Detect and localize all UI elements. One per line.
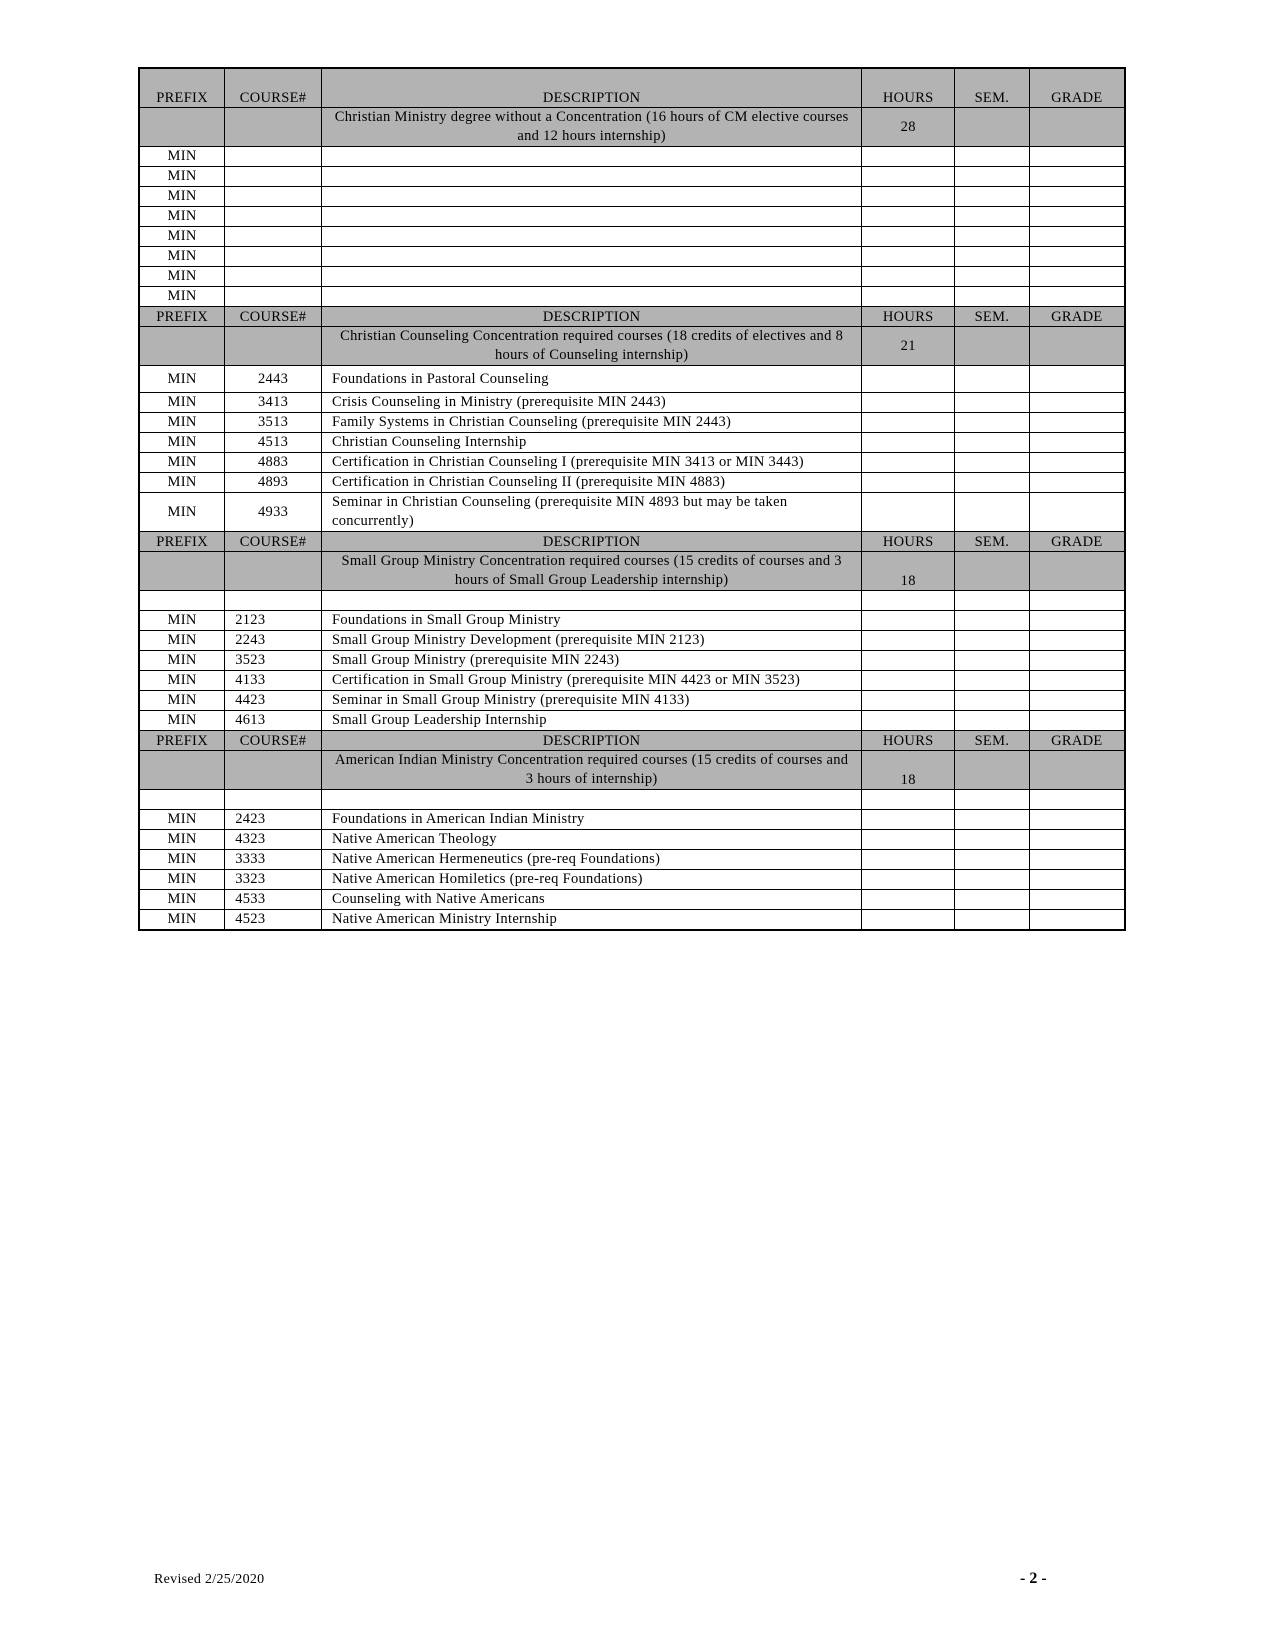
course-prefix: MIN (139, 413, 225, 433)
semester-cell[interactable] (955, 910, 1030, 931)
course-prefix: MIN (139, 870, 225, 890)
course-prefix: MIN (139, 187, 225, 207)
header-grade: GRADE (1029, 731, 1125, 751)
section-hours: 28 (862, 108, 955, 147)
course-number: 2123 (225, 611, 322, 631)
header-sem: SEM. (955, 307, 1030, 327)
course-number (225, 287, 322, 307)
hours-cell[interactable] (862, 267, 955, 287)
course-description (321, 591, 861, 611)
course-number (225, 247, 322, 267)
section-prefix-cell (139, 108, 225, 147)
semester-cell[interactable] (955, 810, 1030, 830)
hours-cell[interactable] (862, 287, 955, 307)
section-grade-cell (1029, 552, 1125, 591)
semester-cell[interactable] (955, 651, 1030, 671)
course-prefix: MIN (139, 671, 225, 691)
header-course: COURSE# (225, 532, 322, 552)
hours-cell[interactable] (862, 393, 955, 413)
section-prefix-cell (139, 327, 225, 366)
hours-cell[interactable] (862, 830, 955, 850)
hours-cell[interactable] (862, 671, 955, 691)
course-prefix: MIN (139, 890, 225, 910)
grade-cell[interactable] (1029, 267, 1125, 287)
section-course-cell (225, 751, 322, 790)
table-row (139, 691, 1125, 711)
course-number (225, 267, 322, 287)
section-sem-cell (955, 327, 1030, 366)
table-row (139, 810, 1125, 830)
course-description: Small Group Ministry (prerequisite MIN 2243) (321, 651, 861, 671)
table-row (139, 651, 1125, 671)
semester-cell[interactable] (955, 227, 1030, 247)
table-row (139, 207, 1125, 227)
hours-cell[interactable] (862, 493, 955, 532)
section-hours: 18 (862, 751, 955, 790)
course-number (225, 591, 322, 611)
grade-cell[interactable] (1029, 591, 1125, 611)
course-number: 2423 (225, 810, 322, 830)
hours-cell[interactable] (862, 810, 955, 830)
grade-cell[interactable] (1029, 453, 1125, 473)
semester-cell[interactable] (955, 287, 1030, 307)
table-row (139, 366, 1125, 393)
semester-cell[interactable] (955, 850, 1030, 870)
course-number: 4323 (225, 830, 322, 850)
header-row (139, 307, 1125, 327)
course-number (225, 227, 322, 247)
table-row (139, 493, 1125, 532)
course-prefix: MIN (139, 366, 225, 393)
revision-date: Revised 2/25/2020 (154, 1572, 265, 1587)
hours-cell[interactable] (862, 473, 955, 493)
course-description: Counseling with Native Americans (321, 890, 861, 910)
semester-cell[interactable] (955, 393, 1030, 413)
course-number (225, 790, 322, 810)
course-prefix: MIN (139, 910, 225, 931)
section-prefix-cell (139, 751, 225, 790)
grade-cell[interactable] (1029, 473, 1125, 493)
course-number: 3523 (225, 651, 322, 671)
course-description: Certification in Small Group Ministry (prerequisite MIN 4423 or MIN 3523) (321, 671, 861, 691)
grade-cell[interactable] (1029, 227, 1125, 247)
table-row (139, 870, 1125, 890)
semester-cell[interactable] (955, 711, 1030, 731)
header-course: COURSE# (225, 307, 322, 327)
table-row (139, 631, 1125, 651)
section-hours: 21 (862, 327, 955, 366)
course-description: Certification in Christian Counseling I (prerequisite MIN 3413 or MIN 3443) (321, 453, 861, 473)
course-description: Seminar in Christian Counseling (prerequisite MIN 4893 but may be taken concurrently) (321, 493, 861, 532)
course-description: Certification in Christian Counseling II (prerequisite MIN 4883) (321, 473, 861, 493)
course-prefix: MIN (139, 651, 225, 671)
header-hours: HOURS (862, 68, 955, 108)
header-row (139, 68, 1125, 108)
course-description (321, 207, 861, 227)
grade-cell[interactable] (1029, 366, 1125, 393)
table-row (139, 167, 1125, 187)
course-prefix: MIN (139, 711, 225, 731)
table-row (139, 227, 1125, 247)
semester-cell[interactable] (955, 890, 1030, 910)
section-title: Christian Counseling Concentration required courses (18 credits of electives and 8 hours of Counseling internship) (321, 327, 861, 366)
semester-cell[interactable] (955, 167, 1030, 187)
course-description: Crisis Counseling in Ministry (prerequisite MIN 2443) (321, 393, 861, 413)
header-prefix: PREFIX (139, 532, 225, 552)
course-description: Native American Homiletics (pre-req Foundations) (321, 870, 861, 890)
hours-cell[interactable] (862, 207, 955, 227)
course-description (321, 187, 861, 207)
course-description: Family Systems in Christian Counseling (prerequisite MIN 2443) (321, 413, 861, 433)
header-hours: HOURS (862, 532, 955, 552)
semester-cell[interactable] (955, 611, 1030, 631)
hours-cell[interactable] (862, 366, 955, 393)
grade-cell[interactable] (1029, 167, 1125, 187)
course-prefix: MIN (139, 691, 225, 711)
semester-cell[interactable] (955, 830, 1030, 850)
hours-cell[interactable] (862, 433, 955, 453)
semester-cell[interactable] (955, 691, 1030, 711)
table-row (139, 267, 1125, 287)
grade-cell[interactable] (1029, 830, 1125, 850)
hours-cell[interactable] (862, 453, 955, 473)
header-prefix: PREFIX (139, 68, 225, 108)
hours-cell[interactable] (862, 890, 955, 910)
grade-cell[interactable] (1029, 870, 1125, 890)
semester-cell[interactable] (955, 870, 1030, 890)
course-number: 2443 (225, 366, 322, 393)
course-prefix: MIN (139, 433, 225, 453)
grade-cell[interactable] (1029, 850, 1125, 870)
table-row (139, 850, 1125, 870)
course-description (321, 790, 861, 810)
course-number: 2243 (225, 631, 322, 651)
semester-cell[interactable] (955, 790, 1030, 810)
section-title-row (139, 751, 1125, 790)
table-row (139, 910, 1125, 931)
page-number: - 2 - (1020, 1570, 1047, 1587)
course-prefix: MIN (139, 830, 225, 850)
section-title-row (139, 552, 1125, 591)
header-grade: GRADE (1029, 532, 1125, 552)
grade-cell[interactable] (1029, 631, 1125, 651)
course-prefix: MIN (139, 493, 225, 532)
grade-cell[interactable] (1029, 393, 1125, 413)
header-hours: HOURS (862, 307, 955, 327)
grade-cell[interactable] (1029, 187, 1125, 207)
section-title-row (139, 327, 1125, 366)
semester-cell[interactable] (955, 473, 1030, 493)
grade-cell[interactable] (1029, 651, 1125, 671)
course-description: Small Group Ministry Development (prerequisite MIN 2123) (321, 631, 861, 651)
header-row (139, 731, 1125, 751)
course-prefix (139, 591, 225, 611)
section-title: Christian Ministry degree without a Concentration (16 hours of CM elective courses and 12 hours internship) (321, 108, 861, 147)
header-hours: HOURS (862, 731, 955, 751)
course-number: 4533 (225, 890, 322, 910)
table-row (139, 790, 1125, 810)
header-course: COURSE# (225, 731, 322, 751)
header-course: COURSE# (225, 68, 322, 108)
grade-cell[interactable] (1029, 147, 1125, 167)
course-prefix: MIN (139, 167, 225, 187)
course-prefix: MIN (139, 473, 225, 493)
course-description: Native American Hermeneutics (pre-req Foundations) (321, 850, 861, 870)
hours-cell[interactable] (862, 591, 955, 611)
grade-cell[interactable] (1029, 890, 1125, 910)
course-description: Small Group Leadership Internship (321, 711, 861, 731)
course-number: 4893 (225, 473, 322, 493)
semester-cell[interactable] (955, 631, 1030, 651)
grade-cell[interactable] (1029, 691, 1125, 711)
section-hours: 18 (862, 552, 955, 591)
section-grade-cell (1029, 327, 1125, 366)
grade-cell[interactable] (1029, 711, 1125, 731)
hours-cell[interactable] (862, 227, 955, 247)
table-row (139, 611, 1125, 631)
section-grade-cell (1029, 108, 1125, 147)
table-row (139, 671, 1125, 691)
table-row (139, 433, 1125, 453)
course-prefix: MIN (139, 227, 225, 247)
table-row (139, 187, 1125, 207)
course-description: Native American Ministry Internship (321, 910, 861, 931)
semester-cell[interactable] (955, 493, 1030, 532)
section-sem-cell (955, 751, 1030, 790)
course-prefix: MIN (139, 247, 225, 267)
semester-cell[interactable] (955, 433, 1030, 453)
table-row (139, 591, 1125, 611)
header-sem: SEM. (955, 731, 1030, 751)
course-prefix (139, 790, 225, 810)
header-sem: SEM. (955, 68, 1030, 108)
course-prefix: MIN (139, 147, 225, 167)
section-sem-cell (955, 108, 1030, 147)
grade-cell[interactable] (1029, 910, 1125, 931)
header-grade: GRADE (1029, 307, 1125, 327)
header-prefix: PREFIX (139, 731, 225, 751)
section-sem-cell (955, 552, 1030, 591)
course-number: 4933 (225, 493, 322, 532)
grade-cell[interactable] (1029, 207, 1125, 227)
section-grade-cell (1029, 751, 1125, 790)
course-description (321, 147, 861, 167)
table-row (139, 147, 1125, 167)
section-course-cell (225, 552, 322, 591)
hours-cell[interactable] (862, 711, 955, 731)
hours-cell[interactable] (862, 247, 955, 267)
header-sem: SEM. (955, 532, 1030, 552)
hours-cell[interactable] (862, 691, 955, 711)
course-description (321, 167, 861, 187)
grade-cell[interactable] (1029, 671, 1125, 691)
hours-cell[interactable] (862, 611, 955, 631)
course-number (225, 147, 322, 167)
header-description: DESCRIPTION (321, 731, 861, 751)
table-row (139, 453, 1125, 473)
hours-cell[interactable] (862, 651, 955, 671)
section-prefix-cell (139, 552, 225, 591)
course-prefix: MIN (139, 453, 225, 473)
course-number: 3333 (225, 850, 322, 870)
course-number: 4513 (225, 433, 322, 453)
grade-cell[interactable] (1029, 413, 1125, 433)
course-description (321, 247, 861, 267)
course-prefix: MIN (139, 850, 225, 870)
table-row (139, 890, 1125, 910)
course-number: 3323 (225, 870, 322, 890)
header-row (139, 532, 1125, 552)
course-number (225, 207, 322, 227)
course-description: Foundations in Pastoral Counseling (321, 366, 861, 393)
grade-cell[interactable] (1029, 433, 1125, 453)
semester-cell[interactable] (955, 366, 1030, 393)
semester-cell[interactable] (955, 671, 1030, 691)
grade-cell[interactable] (1029, 493, 1125, 532)
semester-cell[interactable] (955, 247, 1030, 267)
course-description: Foundations in American Indian Ministry (321, 810, 861, 830)
course-number: 4883 (225, 453, 322, 473)
table-row (139, 287, 1125, 307)
course-description (321, 287, 861, 307)
header-description: DESCRIPTION (321, 532, 861, 552)
table-row (139, 711, 1125, 731)
course-prefix: MIN (139, 267, 225, 287)
grade-cell[interactable] (1029, 611, 1125, 631)
course-number: 3513 (225, 413, 322, 433)
semester-cell[interactable] (955, 207, 1030, 227)
course-description (321, 267, 861, 287)
section-title-row (139, 108, 1125, 147)
semester-cell[interactable] (955, 413, 1030, 433)
header-description: DESCRIPTION (321, 307, 861, 327)
hours-cell[interactable] (862, 631, 955, 651)
course-prefix: MIN (139, 287, 225, 307)
table-row (139, 393, 1125, 413)
semester-cell[interactable] (955, 267, 1030, 287)
hours-cell[interactable] (862, 910, 955, 931)
hours-cell[interactable] (862, 850, 955, 870)
table-row (139, 247, 1125, 267)
grade-cell[interactable] (1029, 247, 1125, 267)
course-number (225, 167, 322, 187)
course-prefix: MIN (139, 611, 225, 631)
grade-cell[interactable] (1029, 810, 1125, 830)
semester-cell[interactable] (955, 147, 1030, 167)
hours-cell[interactable] (862, 790, 955, 810)
course-number: 4423 (225, 691, 322, 711)
course-number: 4613 (225, 711, 322, 731)
header-description: DESCRIPTION (321, 68, 861, 108)
table-row (139, 830, 1125, 850)
course-description: Native American Theology (321, 830, 861, 850)
section-course-cell (225, 108, 322, 147)
semester-cell[interactable] (955, 187, 1030, 207)
grade-cell[interactable] (1029, 287, 1125, 307)
semester-cell[interactable] (955, 591, 1030, 611)
section-course-cell (225, 327, 322, 366)
course-prefix: MIN (139, 631, 225, 651)
course-number: 4133 (225, 671, 322, 691)
course-description: Foundations in Small Group Ministry (321, 611, 861, 631)
header-grade: GRADE (1029, 68, 1125, 108)
course-description: Seminar in Small Group Ministry (prerequisite MIN 4133) (321, 691, 861, 711)
table-row (139, 413, 1125, 433)
course-prefix: MIN (139, 810, 225, 830)
hours-cell[interactable] (862, 413, 955, 433)
hours-cell[interactable] (862, 870, 955, 890)
course-number: 3413 (225, 393, 322, 413)
section-title: Small Group Ministry Concentration required courses (15 credits of courses and 3 hours of Small Group Leadership internship) (321, 552, 861, 591)
hours-cell[interactable] (862, 147, 955, 167)
course-number (225, 187, 322, 207)
course-number: 4523 (225, 910, 322, 931)
grade-cell[interactable] (1029, 790, 1125, 810)
table-row (139, 473, 1125, 493)
course-prefix: MIN (139, 393, 225, 413)
section-title: American Indian Ministry Concentration required courses (15 credits of courses and 3 hours of internship) (321, 751, 861, 790)
course-description: Christian Counseling Internship (321, 433, 861, 453)
course-description (321, 227, 861, 247)
course-checklist-table (138, 67, 1126, 931)
header-prefix: PREFIX (139, 307, 225, 327)
hours-cell[interactable] (862, 167, 955, 187)
hours-cell[interactable] (862, 187, 955, 207)
semester-cell[interactable] (955, 453, 1030, 473)
course-prefix: MIN (139, 207, 225, 227)
